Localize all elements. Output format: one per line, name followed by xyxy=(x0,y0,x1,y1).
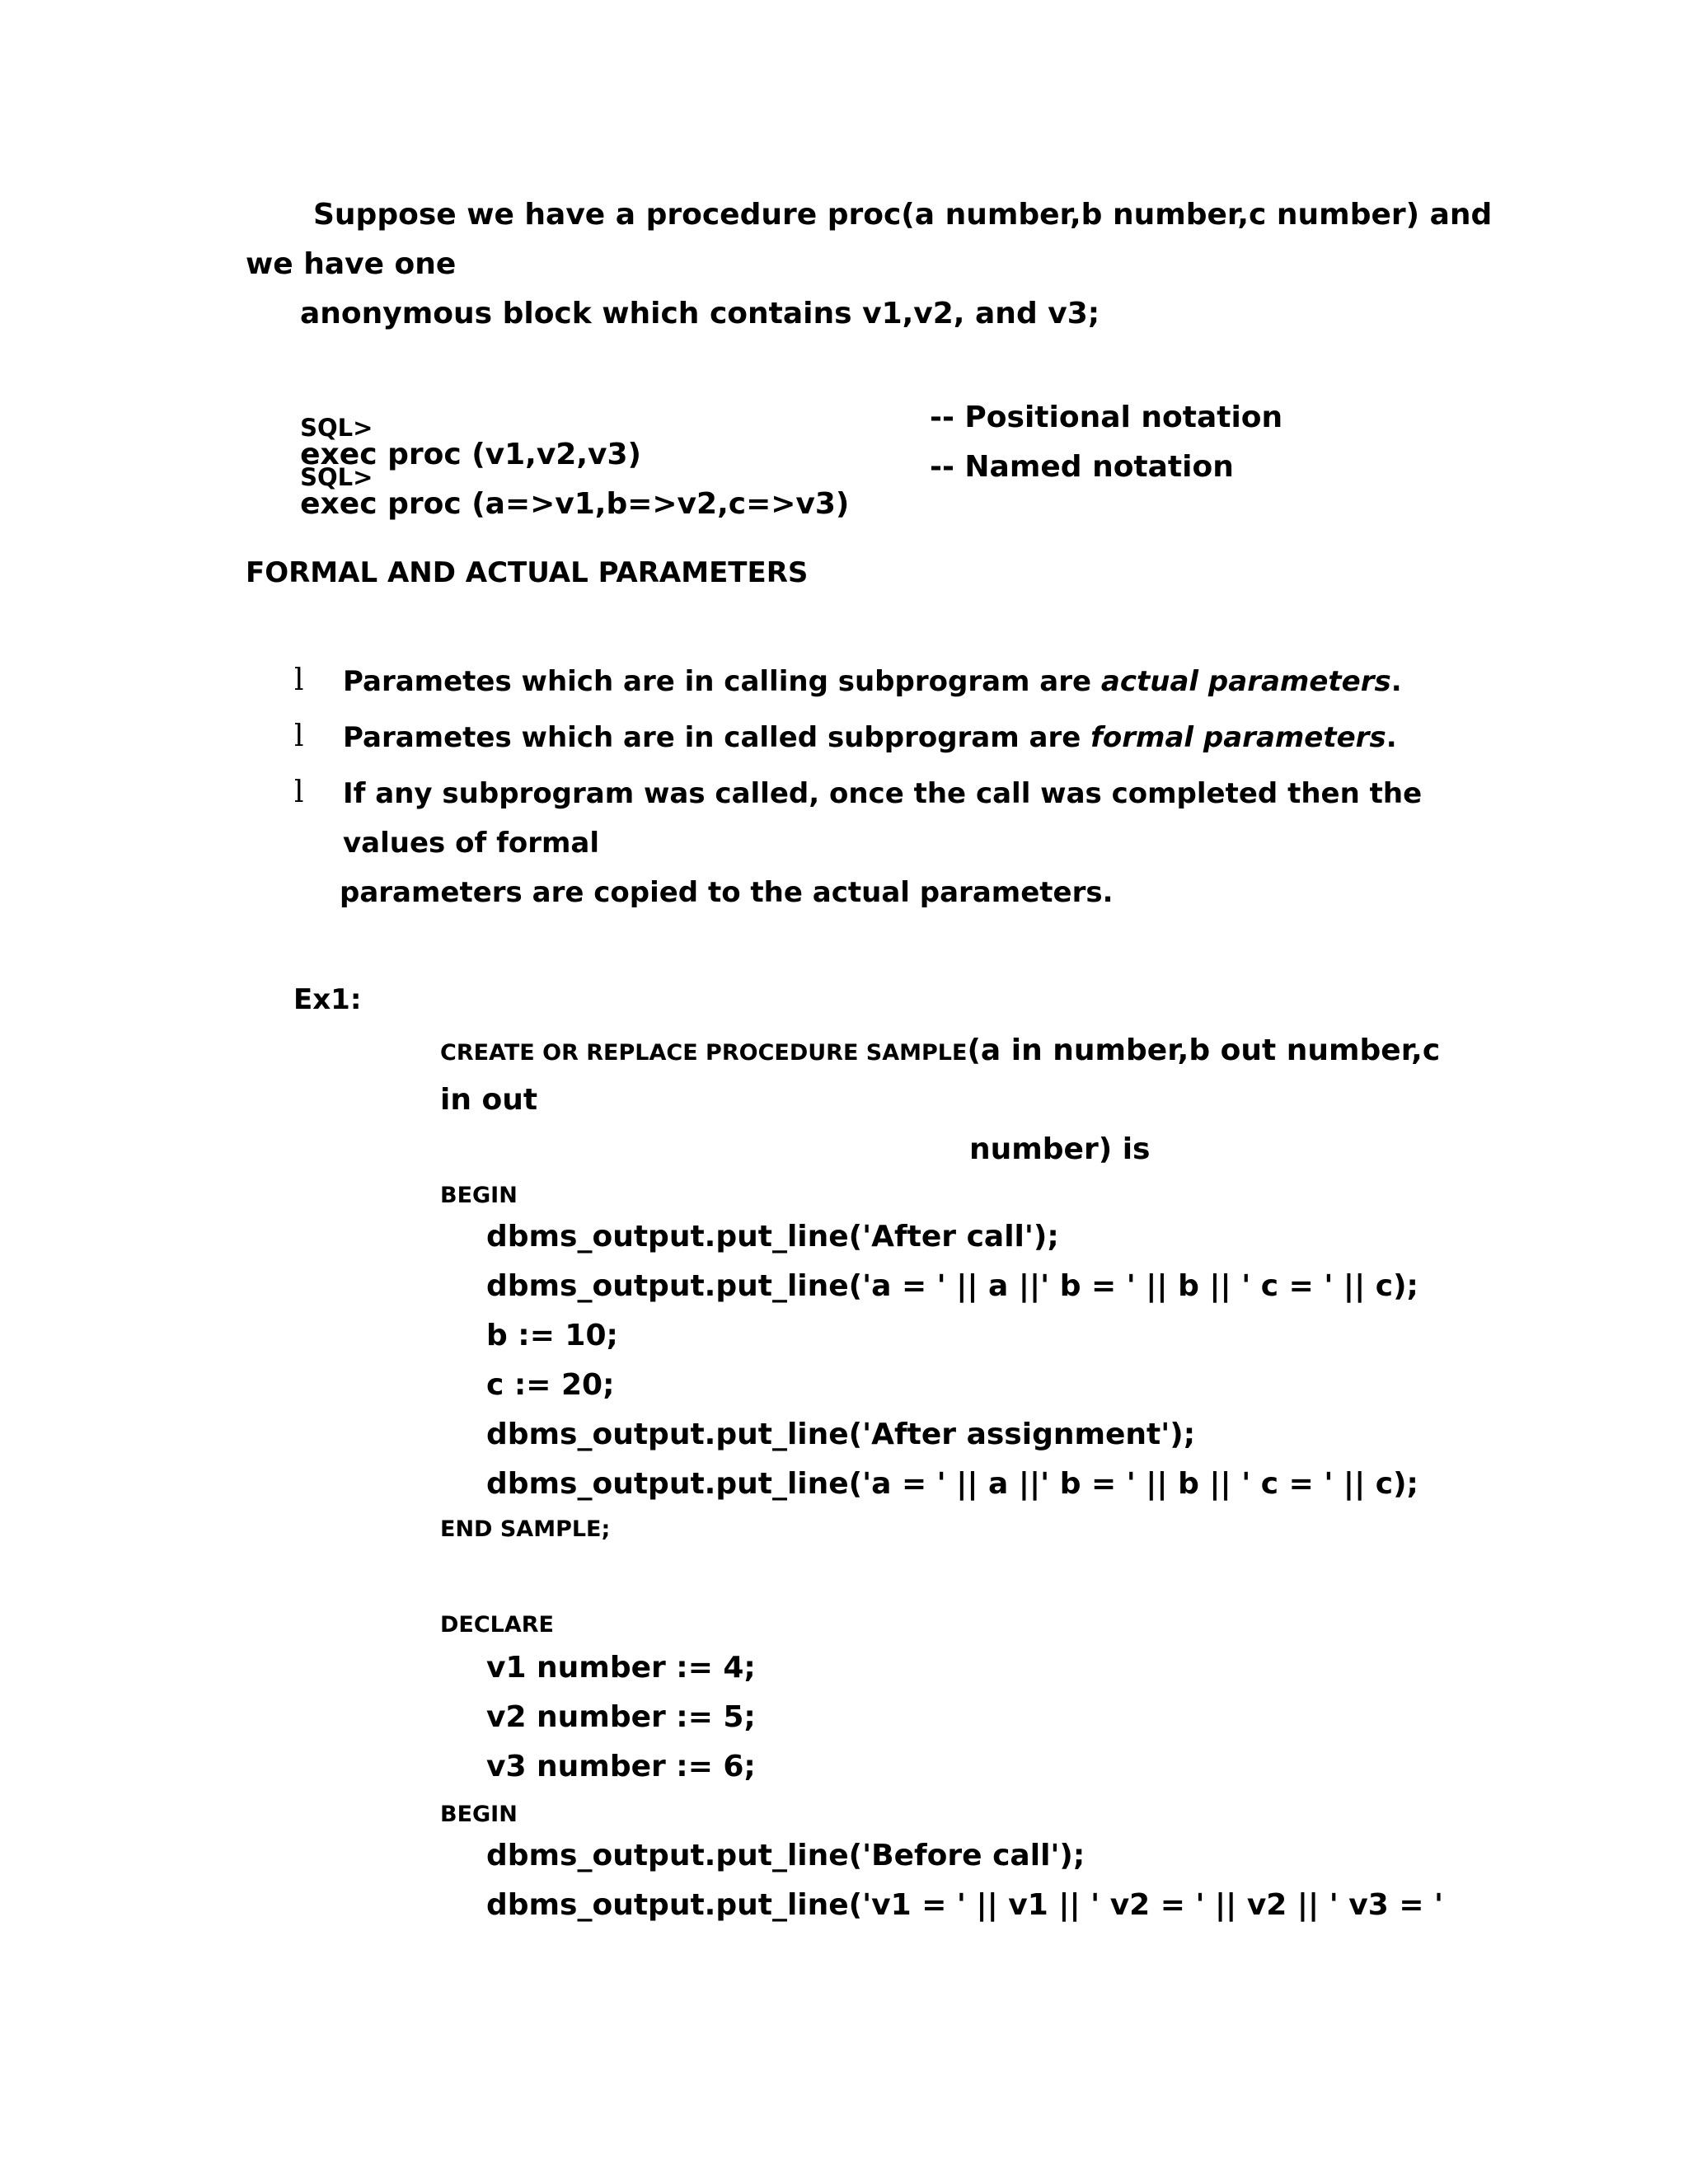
sql-prompt: SQL> xyxy=(300,414,373,442)
code-line: dbms_output.put_line('a = ' || a ||' b = ' || b || ' c = ' || c); xyxy=(486,1269,1418,1303)
code-line: b := 10; xyxy=(486,1319,618,1352)
bullet-copy-line-1 xyxy=(343,777,1423,810)
bullet-marker: l xyxy=(294,663,304,697)
bullet-marker: l xyxy=(294,776,304,809)
emphasis-term: formal parameters xyxy=(1090,721,1386,754)
bullet-text: Parametes which are in called subprogram are xyxy=(343,721,1091,754)
code-line: dbms_output.put_line('After call'); xyxy=(486,1220,1059,1254)
sql-command: exec proc (a=>v1,b=>v2,c=>v3) xyxy=(300,487,850,521)
example-label: Ex1: xyxy=(293,983,362,1016)
bullet-marker: l xyxy=(294,719,304,753)
sql-example-named xyxy=(291,452,849,519)
procedure-signature: (a in number,b out number,c xyxy=(967,1033,1441,1067)
bullet-text: Parametes which are in calling subprogram are xyxy=(343,665,1101,698)
code-line: dbms_output.put_line('After assignment'); xyxy=(486,1418,1196,1451)
code-line: dbms_output.put_line('v1 = ' || v1 || ' v2 = ' || v2 || ' v3 = ' xyxy=(486,1888,1444,1922)
bullet-end: . xyxy=(1386,721,1397,754)
code-line: dbms_output.put_line('a = ' || a ||' b = ' || b || ' c = ' || c); xyxy=(486,1467,1418,1501)
bullet-copy-line-2: values of formal xyxy=(343,827,600,860)
bullet-copy-line-3: parameters are copied to the actual parameters. xyxy=(340,876,1114,909)
sql-comment: -- Positional notation xyxy=(930,401,1283,434)
sql-keywords: CREATE OR REPLACE PROCEDURE SAMPLE xyxy=(440,1040,968,1066)
declaration-line: v1 number := 4; xyxy=(486,1651,756,1685)
intro-line-1: Suppose we have a procedure proc(a number,b number,c number) and xyxy=(313,198,1493,232)
end-keyword: END SAMPLE; xyxy=(440,1516,611,1542)
intro-line-2: we have one xyxy=(246,247,457,281)
bullet-text: If any subprogram was called, once the call was completed then the xyxy=(343,777,1423,810)
bullet-formal-parameters xyxy=(343,721,1397,754)
begin-keyword: BEGIN xyxy=(440,1802,518,1827)
sql-comment: -- Named notation xyxy=(930,450,1234,484)
sql-prompt: SQL> xyxy=(300,463,373,491)
code-line: dbms_output.put_line('Before call'); xyxy=(486,1839,1085,1872)
create-procedure-line-2: in out xyxy=(440,1083,538,1117)
intro-line-3: anonymous block which contains v1,v2, and v3; xyxy=(300,297,1100,330)
code-line: c := 20; xyxy=(486,1368,615,1402)
declaration-line: v2 number := 5; xyxy=(486,1700,756,1734)
emphasis-term: actual parameters xyxy=(1100,665,1391,698)
declaration-line: v3 number := 6; xyxy=(486,1750,756,1783)
section-heading: FORMAL AND ACTUAL PARAMETERS xyxy=(246,556,809,589)
create-procedure-line xyxy=(440,1033,1441,1067)
sql-command: exec proc (v1,v2,v3) xyxy=(300,438,641,471)
bullet-end: . xyxy=(1390,665,1402,698)
begin-keyword: BEGIN xyxy=(440,1183,518,1208)
bullet-actual-parameters xyxy=(343,665,1402,698)
create-procedure-line-3: number) is xyxy=(969,1132,1151,1166)
declare-keyword: DECLARE xyxy=(440,1612,555,1638)
